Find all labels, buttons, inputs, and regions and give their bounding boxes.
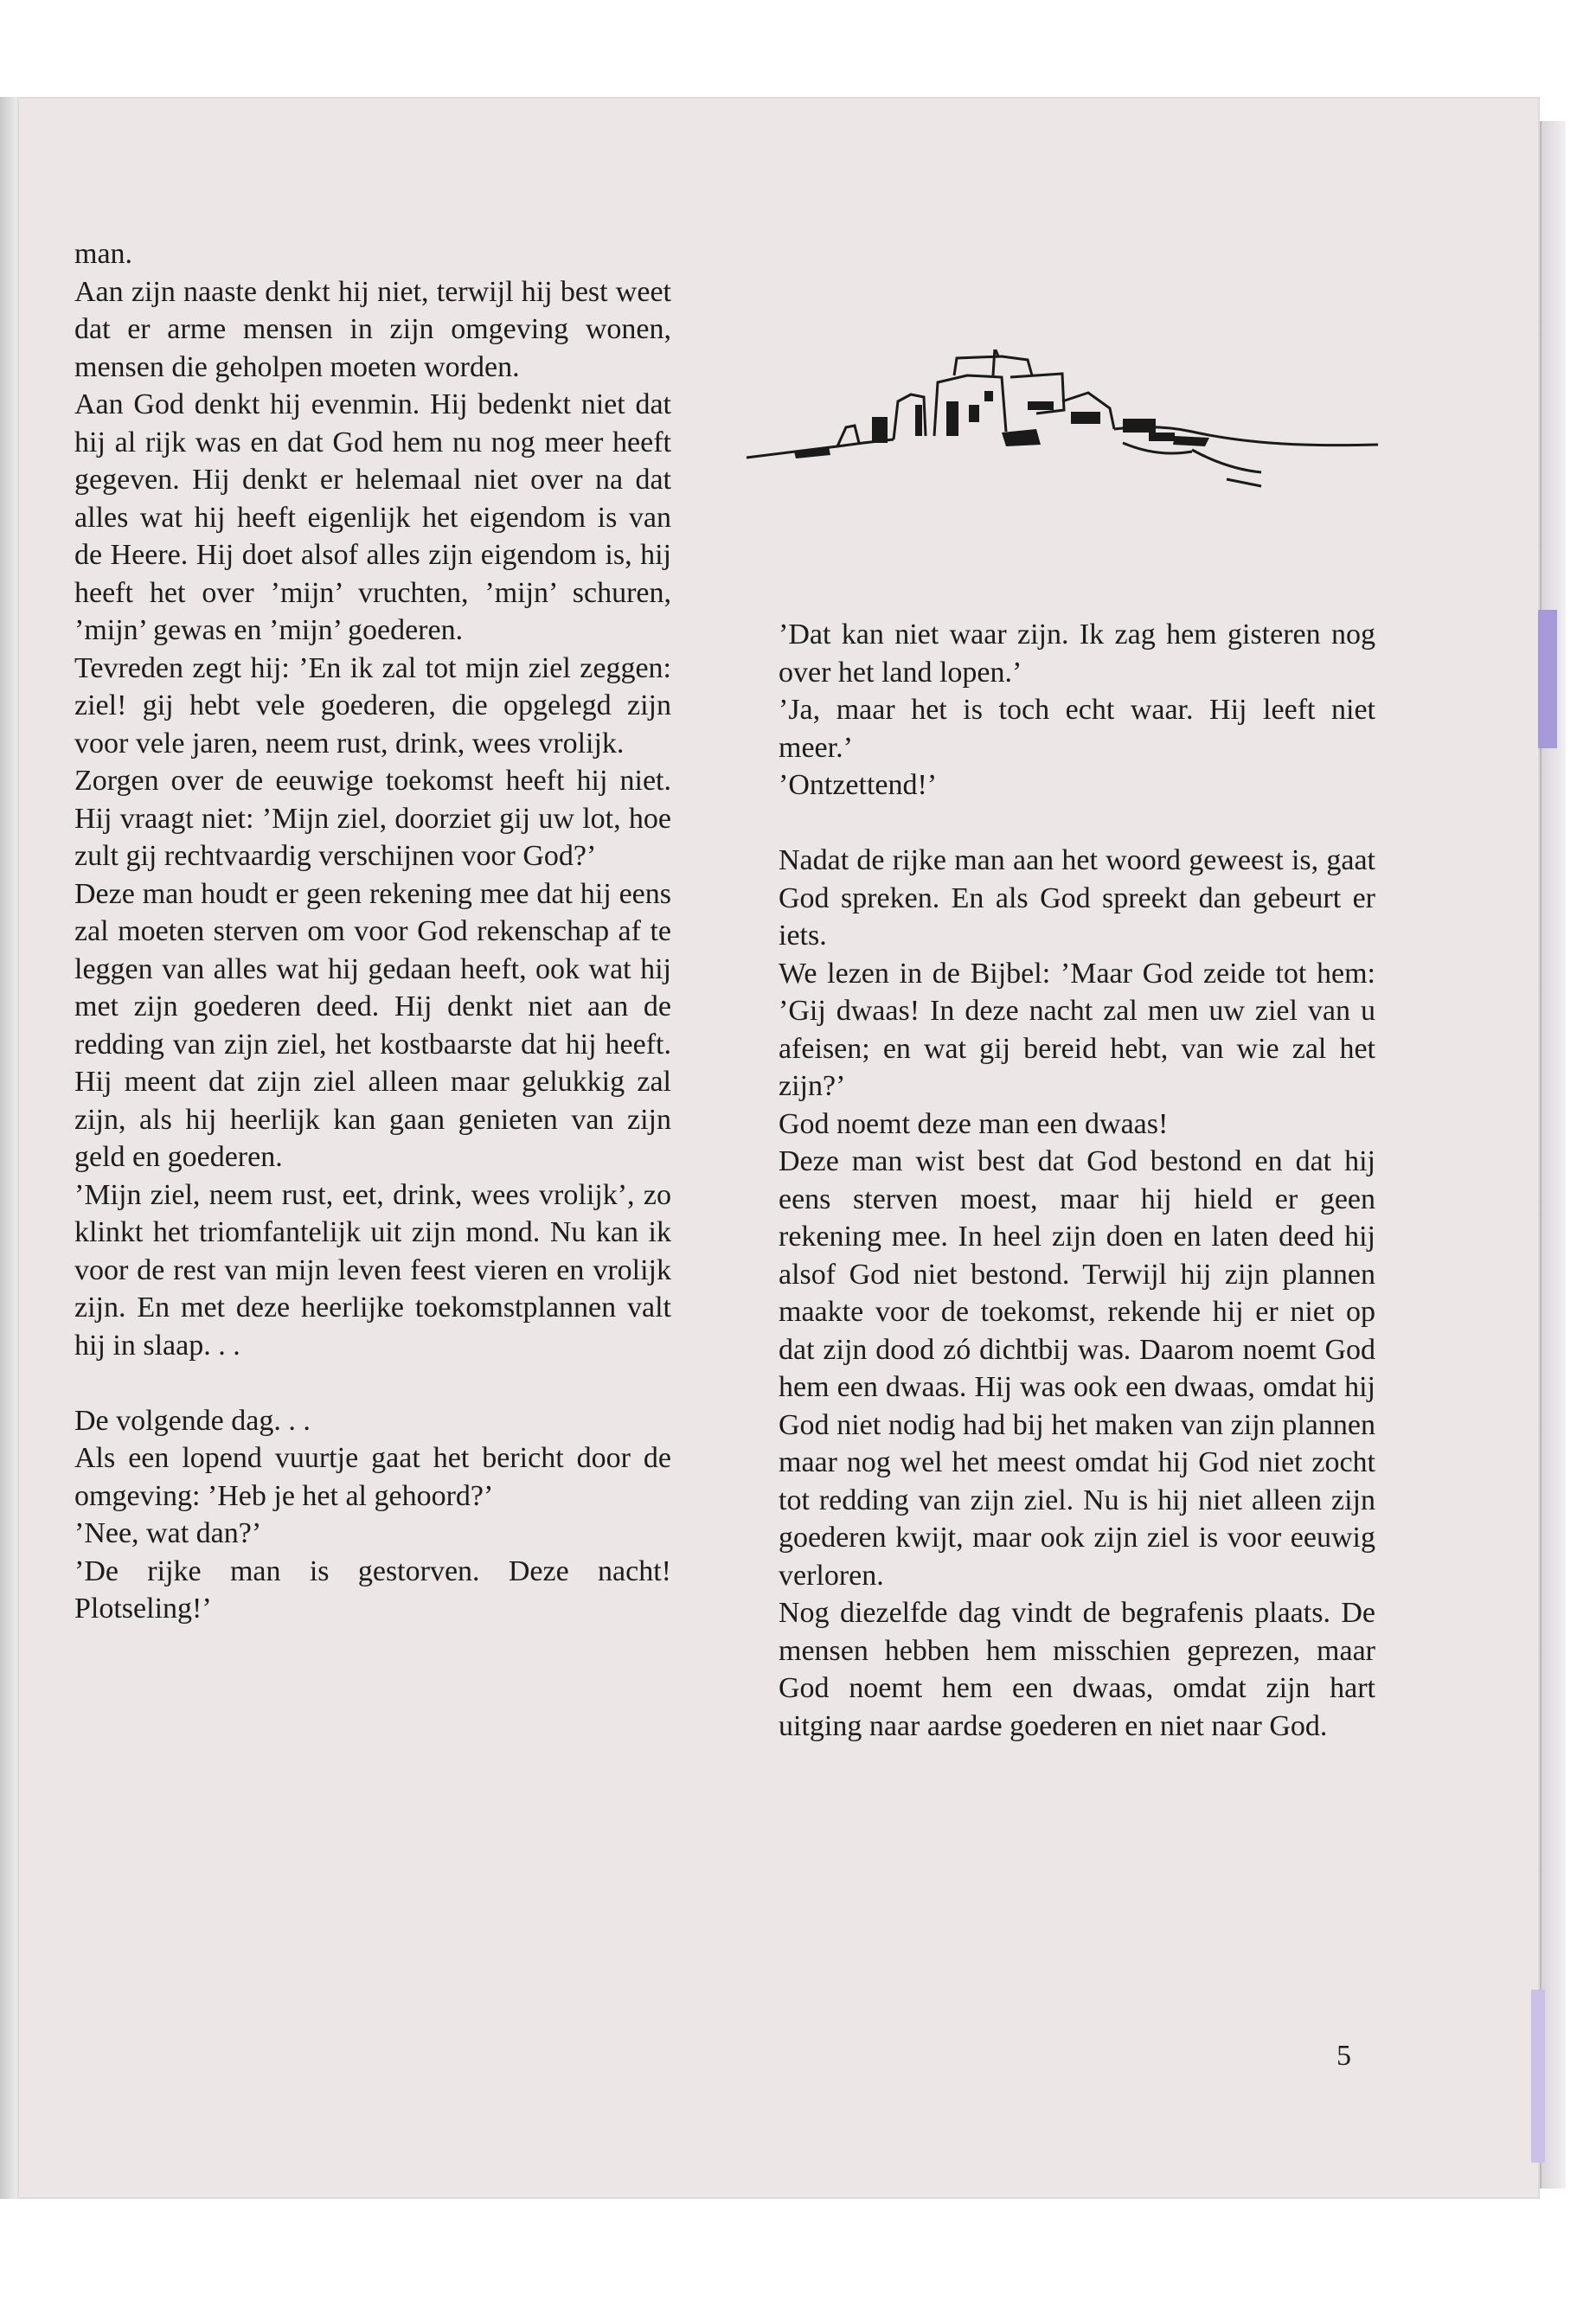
paragraph: Als een lopend vuurtje gaat het bericht door de omgeving: ’Heb je het al gehoord?’ [74,1442,671,1512]
paragraph: Tevreden zegt hij: ’En ik zal tot mijn ziel zeggen: ziel! gij hebt vele goederen, die opgelegd zijn voor vele jaren, neem rust, drink, wees vrolijk. [74,651,671,760]
paragraph: Deze man wist best dat God bestond en dat hij eens sterven moest, maar hij hield er geen rekening mee. In heel zijn doen en laten deed hij alsof God niet bestond. Terwijl hij zijn plannen maakte voor de toekomst, rekende hij er niet op dat zijn dood zó dichtbij was. Daarom noemt God hem een dwaas. Hij was ook een dwaas, omdat hij God niet nodig had bij het maken van zijn plannen maar nog wel het meest omdat hij God niet zocht tot redding van zijn ziel. Nu is hij niet alleen zijn goederen kwijt, maar ook zijn ziel is voor eeuwig verloren. [779,1145,1375,1592]
paragraph: Aan zijn naaste denkt hij niet, terwijl hij best weet dat er arme mensen in zijn omgeving wonen, mensen die geholpen moeten worden. [74,275,671,383]
paragraph-spacer [74,1364,671,1402]
paragraph: ’De rijke man is gestorven. Deze nacht! Plotseling!’ [74,1554,671,1625]
paragraph: Deze man houdt er geen rekening mee dat hij eens zal moeten sterven om voor God rekenschap af te leggen van alles wat hij gedaan heeft, ook wat hij met zijn goederen deed. Hij denkt niet aan de redding van zijn ziel, het kostbaarste dat hij heeft. Hij meent dat zijn ziel alleen maar gelukkig zal zijn, als hij heerlijk kan gaan genieten van zijn geld en goederen. [74,877,671,1173]
paragraph: ’Ontzettend!’ [779,769,938,801]
paragraph: Zorgen over de eeuwige toekomst heeft hij niet. Hij vraagt niet: ’Mijn ziel, doorziet gij uw lot, hoe zult gij rechtvaardig verschijnen voor God?’ [74,765,671,872]
village-ruins-sketch [742,349,1382,531]
lilac-edge-marker [1531,1990,1545,2163]
paragraph-spacer [779,804,1375,843]
paragraph: De volgende dag. . . [74,1404,311,1437]
left-text-column [74,235,671,1628]
paragraph: ’Dat kan niet waar zijn. Ik zag hem gisteren nog over het land lopen.’ [779,619,1375,689]
lilac-tab-marker [1538,610,1557,748]
paragraph: ’Nee, wat dan?’ [74,1517,262,1549]
paragraph: ’Ja, maar het is toch echt waar. Hij leeft niet meer.’ [779,694,1375,764]
paragraph: We lezen in de Bijbel: ’Maar God zeide tot hem: ’Gij dwaas! In deze nacht zal men uw ziel van u afeisen; en wat gij bereid hebt, van wie zal het zijn?’ [779,957,1375,1102]
page-number: 5 [1336,2040,1351,2072]
paragraph: ’Mijn ziel, neem rust, eet, drink, wees vrolijk’, zo klinkt het triomfantelijk uit zijn mond. Nu kan ik voor de rest van mijn leven feest vieren en vrolijk zijn. En met deze heerlijke toekomstplannen valt hij in slaap. . . [74,1178,671,1362]
next-page-edge [1540,121,1566,2189]
paragraph: man. [74,238,133,270]
paragraph: Nadat de rijke man aan het woord geweest is, gaat God spreken. En als God spreekt dan gebeurt er iets. [779,844,1375,952]
right-text-column [779,616,1375,1745]
paragraph: Aan God denkt hij evenmin. Hij bedenkt niet dat hij al rijk was en dat God hem nu nog meer heeft gegeven. Hij denkt er helemaal niet over na dat alles wat hij heeft eigenlijk het eigendom is van de Heere. Hij doet alsof alles zijn eigendom is, hij heeft het over ’mijn’ vruchten, ’mijn’ schuren, ’mijn’ gewas en ’mijn’ goederen. [74,388,671,646]
binding-shadow [0,97,17,2199]
paragraph: God noemt deze man een dwaas! [779,1107,1169,1140]
paragraph: Nog diezelfde dag vindt de begrafenis plaats. De mensen hebben hem misschien geprezen, maar God noemt hem een dwaas, omdat zijn hart uitging naar aardse goederen en niet naar God. [779,1597,1375,1742]
